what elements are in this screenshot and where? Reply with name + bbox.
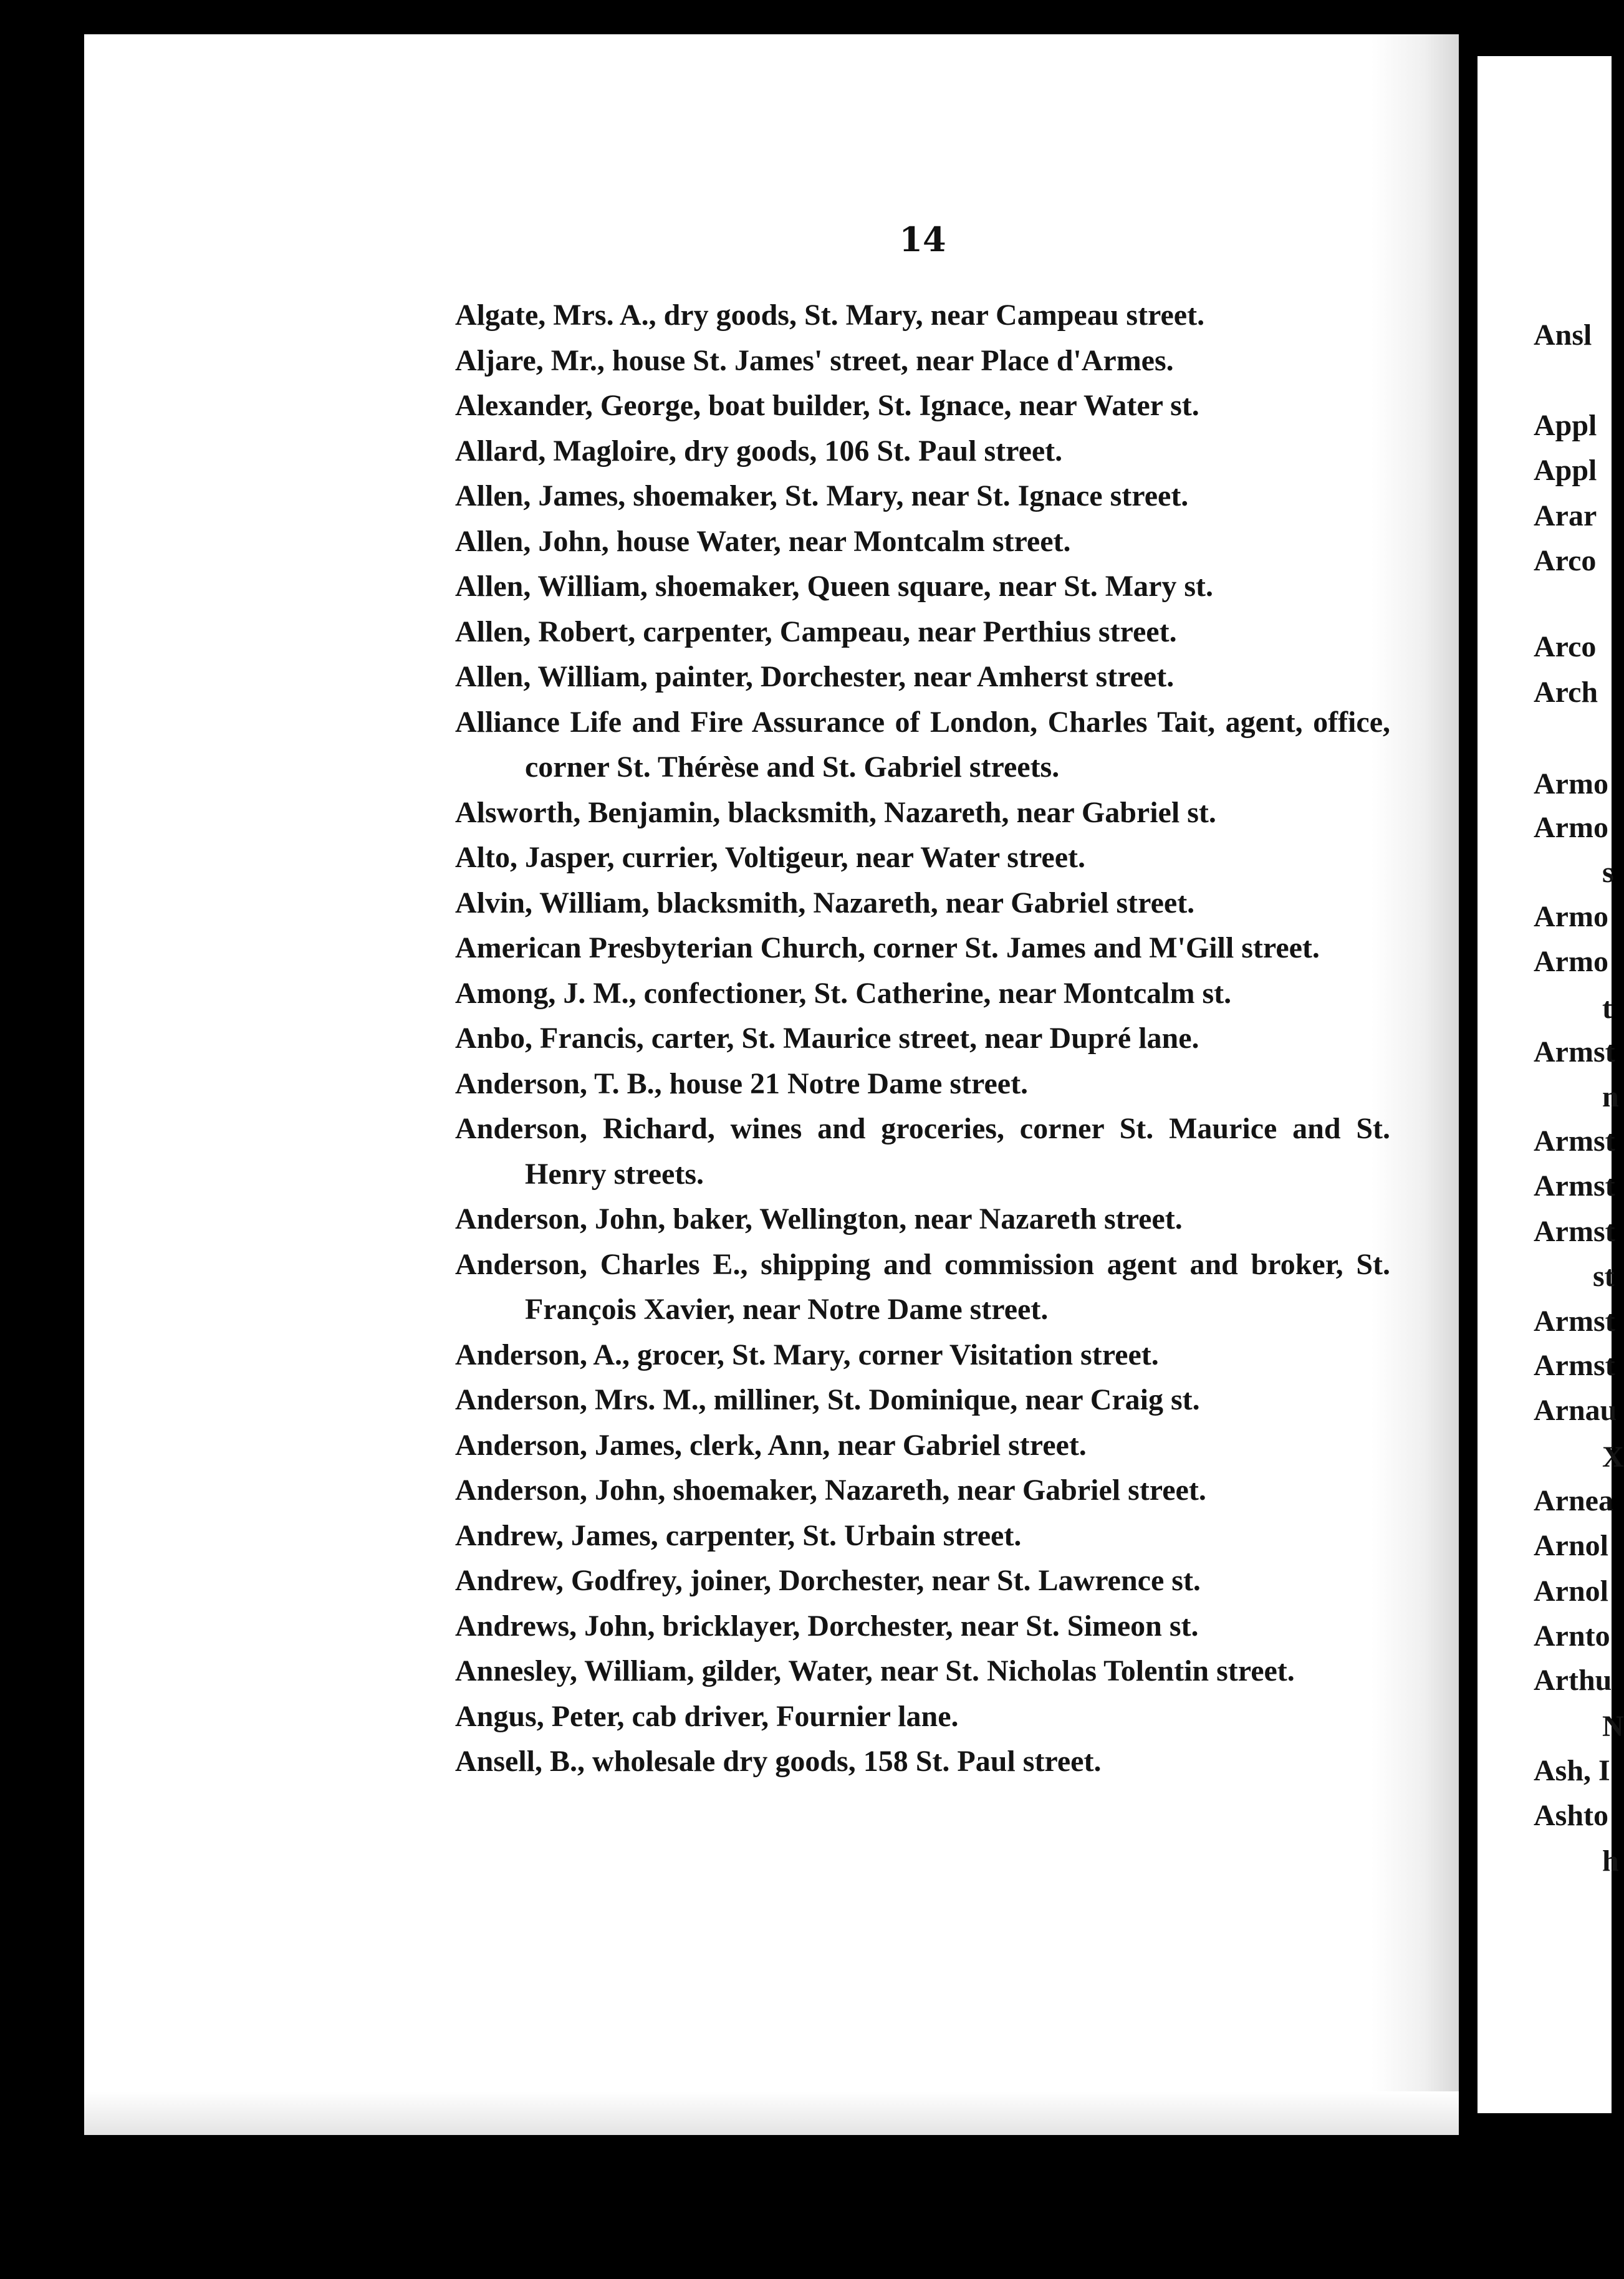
directory-entry: Algate, Mrs. A., dry goods, St. Mary, near Campeau street. [455,299,1205,332]
directory-entry: Andrew, James, carpenter, St. Urbain street. [455,1519,1022,1552]
fragment-text: Arnol [1534,1529,1608,1562]
fragment-text: s [1602,856,1614,889]
fragment-text: Armo [1534,767,1608,800]
directory-entry: Alsworth, Benjamin, blacksmith, Nazareth, near Gabriel st. [455,795,1216,829]
fragment-text: Arnea [1534,1484,1613,1517]
directory-entry: Andrews, John, bricklayer, Dorchester, near St. Simeon st. [455,1609,1199,1643]
directory-entry: Anbo, Francis, carter, St. Maurice street, near Dupré lane. [455,1022,1199,1055]
directory-entry: Alliance Life and Fire Assurance of London, Charles Tait, agent, office, corner St. Thérèse and St. Gabriel streets. [455,705,1390,784]
directory-entry: Anderson, Mrs. M., milliner, St. Dominique, near Craig st. [455,1383,1200,1416]
directory-entry: Allen, John, house Water, near Montcalm street. [455,524,1071,558]
directory-entry: Angus, Peter, cab driver, Fournier lane. [455,1699,959,1733]
fragment-text: Armst [1534,1215,1615,1248]
directory-entry: Allen, William, painter, Dorchester, near Amherst street. [455,660,1175,693]
directory-entry: Alvin, William, blacksmith, Nazareth, near Gabriel street. [455,886,1195,919]
fragment-text: Arco [1534,544,1597,577]
fragment-text: Arar [1534,499,1597,532]
fragment-text: Appl [1534,409,1597,442]
fragment-text: Arco [1534,630,1597,663]
page-number: 14 [899,219,946,259]
fragment-text: n [1602,1080,1619,1113]
fragment-text: Ash, I [1534,1754,1610,1787]
directory-entries [455,293,1390,1785]
fragment-text: Arnol [1534,1575,1608,1608]
fragment-text: Arthu [1534,1664,1612,1697]
directory-entry: Allard, Magloire, dry goods, 106 St. Paul street. [455,434,1063,468]
directory-entry: Among, J. M., confectioner, St. Catherine, near Montcalm st. [455,976,1232,1010]
fragment-text: Armo [1534,811,1608,844]
fragment-text: Ansl [1534,319,1592,352]
fragment-text: st [1593,1260,1615,1293]
fragment-text: Armst [1534,1349,1615,1382]
fragment-text: h [1602,1845,1619,1878]
directory-entry: Anderson, John, baker, Wellington, near Nazareth street. [455,1202,1183,1235]
fragment-text: X [1602,1441,1624,1474]
directory-entry: Anderson, John, shoemaker, Nazareth, near Gabriel street. [455,1474,1206,1507]
directory-entry: Andrew, Godfrey, joiner, Dorchester, near St. Lawrence st. [455,1564,1201,1597]
fragment-text: Armst [1534,1035,1615,1068]
fragment-text: Armo [1534,900,1608,933]
fragment-text: Armst [1534,1305,1615,1338]
book-gutter [1459,0,1477,2279]
directory-entry: Annesley, William, gilder, Water, near St. Nicholas Tolentin street. [455,1654,1295,1687]
directory-entry: Anderson, A., grocer, St. Mary, corner Visitation street. [455,1338,1159,1371]
fragment-text: Arnto [1534,1619,1610,1653]
directory-entry: Anderson, James, clerk, Ann, near Gabriel street. [455,1428,1087,1462]
directory-entry: Anderson, T. B., house 21 Notre Dame street. [455,1067,1029,1100]
directory-entry: Allen, Robert, carpenter, Campeau, near Perthius street. [455,615,1177,648]
directory-entry: American Presbyterian Church, corner St. James and M'Gill street. [455,931,1320,964]
directory-entry: Anderson, Richard, wines and groceries, corner St. Maurice and St. Henry streets. [455,1112,1390,1191]
fragment-text: Arch [1534,676,1598,709]
directory-entry: Ansell, B., wholesale dry goods, 158 St. Paul street. [455,1745,1102,1778]
fragment-text: Ashto [1534,1799,1609,1832]
fragment-text: Arnau [1534,1394,1617,1427]
fragment-text: N [1602,1710,1624,1743]
fragment-text: Armst [1534,1125,1615,1158]
directory-entry: Allen, James, shoemaker, St. Mary, near St. Ignace street. [455,479,1189,512]
directory-entry: Anderson, Charles E., shipping and commission agent and broker, St. François Xavier, near Notre Dame street. [455,1247,1390,1326]
fragment-text: Appl [1534,454,1597,487]
fragment-text: Armo [1534,945,1608,978]
page-bottom-edge [84,2091,1459,2135]
fragment-text: t [1602,992,1612,1025]
directory-entry: Allen, William, shoemaker, Queen square, near St. Mary st. [455,570,1214,603]
directory-entry: Alto, Jasper, currier, Voltigeur, near Water street. [455,841,1085,874]
directory-entry: Alexander, George, boat builder, St. Ignace, near Water st. [455,389,1199,422]
fragment-text: Armst [1534,1169,1615,1202]
directory-entry: Aljare, Mr., house St. James' street, near Place d'Armes. [455,343,1174,377]
